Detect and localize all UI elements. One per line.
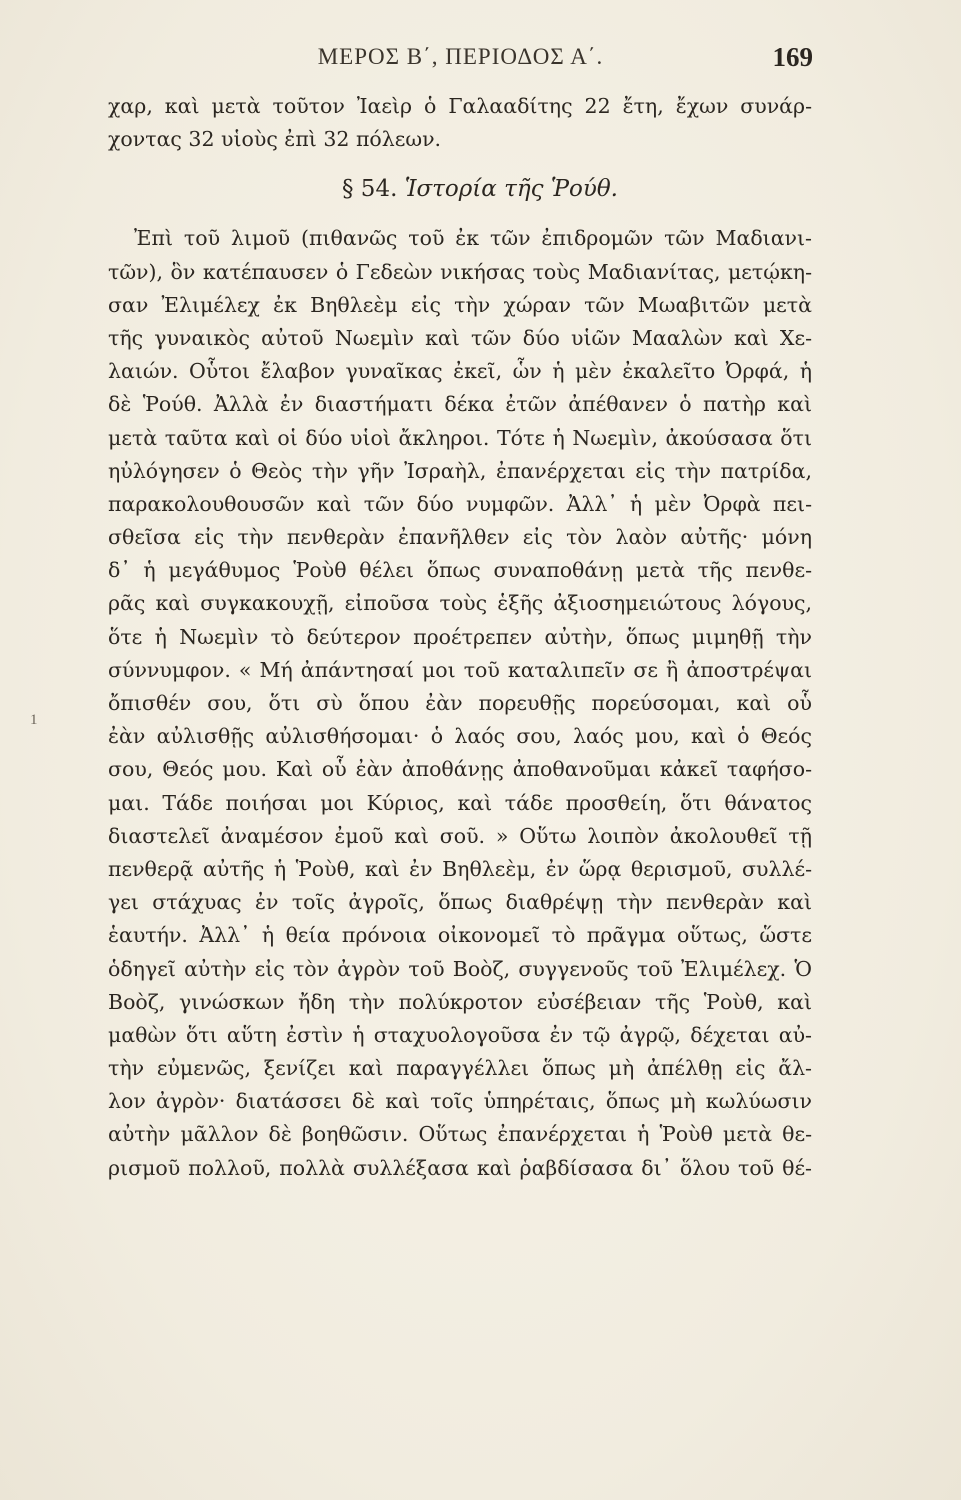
text-line: λαιών. Οὗτοι ἔλαβον γυναῖκας ἐκεῖ, ὧν ἡ μὲν ἐκαλεῖτο Ὀρφά, ἡ (108, 359, 812, 384)
paragraph-first-line: Ἐπὶ τοῦ λιμοῦ (πιθανῶς τοῦ ἐκ τῶν ἐπιδρομῶν τῶν Μαδιανι- (134, 226, 812, 251)
text-line: ἑαυτήν. Ἀλλ᾽ ἡ θεία πρόνοια οἰκονομεῖ τὸ πρᾶγμα οὕτως, ὥστε (108, 923, 812, 948)
section-title: Ἱστορία τῆς Ῥούθ. (404, 176, 618, 203)
text-line: ὁδηγεῖ αὐτὴν εἰς τὸν ἀγρὸν τοῦ Βοὸζ, συγγενοῦς τοῦ Ἐλιμέλεχ. Ὁ (108, 956, 812, 981)
text-line: ρισμοῦ πολλοῦ, πολλὰ συλλέξασα καὶ ῥαβδίσασα δι᾽ ὅλου τοῦ θέ- (108, 1155, 812, 1180)
text-line: ὄπισθέν σου, ὅτι σὺ ὅπου ἐὰν πορευθῇς πορεύσομαι, καὶ οὗ (108, 691, 812, 715)
text-line: τῶν), ὃν κατέπαυσεν ὁ Γεδεὼν νικήσας τοὺς Μαδιανίτας, μετῴκη- (108, 259, 812, 284)
text-line: σύννυμφον. « Μή ἀπάντησαί μοι τοῦ καταλιπεῖν σε ἢ ἀποστρέψαι (108, 657, 812, 682)
text-line: Βοὸζ, γινώσκων ἤδη τὴν πολύκροτον εὐσέβειαν τῆς Ῥοὺθ, καὶ (108, 989, 812, 1014)
text-line: μετὰ ταῦτα καὶ οἱ δύο υἱοὶ ἄκληροι. Τότε ἡ Νωεμὶν, ἀκούσασα ὅτι (108, 425, 812, 450)
text-line: ρᾶς καὶ συγκακουχῇ, εἰποῦσα τοὺς ἑξῆς ἀξιοσημειώτους λόγους, (108, 591, 812, 616)
text-line: παρακολουθουσῶν καὶ τῶν δύο νυμφῶν. Ἀλλ᾽ ἡ μὲν Ὀρφὰ πει- (108, 491, 812, 516)
text-line: πενθερᾷ αὐτῆς ἡ Ῥοὺθ, καὶ ἐν Βηθλεὲμ, ἐν ὥρᾳ θερισμοῦ, συλλέ- (108, 856, 812, 881)
text-line: χοντας 32 υἱοὺς ἐπὶ 32 πόλεων. (108, 127, 442, 152)
text-line: χαρ, καὶ μετὰ τοῦτον Ἰαεὶρ ὁ Γαλααδίτης 22 ἔτη, ἔχων συνάρ- (108, 94, 812, 118)
text-line: τὴν εὐμενῶς, ξενίζει καὶ παραγγέλλει ὅπως μὴ ἀπέλθῃ εἰς ἄλ- (108, 1056, 812, 1081)
margin-mark: 1 (30, 712, 38, 728)
text-line: δὲ Ῥούθ. Ἀλλὰ ἐν διαστήματι δέκα ἐτῶν ἀπέθανεν ὁ πατὴρ καὶ (108, 392, 812, 417)
text-line: τῆς γυναικὸς αὐτοῦ Νωεμὶν καὶ τῶν δύο υἱῶν Μααλὼν καὶ Χε- (108, 325, 812, 350)
section-number: § 54. (342, 176, 398, 203)
text-line: ὅτε ἡ Νωεμὶν τὸ δεύτερον προέτρεπεν αὐτὴν, ὅπως μιμηθῇ τὴν (108, 624, 812, 649)
running-title: ΜΕΡΟΣ Β΄, ΠΕΡΙΟΔΟΣ Α΄. (317, 44, 604, 69)
text-line: λον ἀγρὸν· διατάσσει δὲ καὶ τοῖς ὑπηρέταις, ὅπως μὴ κωλύωσιν (108, 1089, 812, 1114)
text-line: μαι. Τάδε ποιήσαι μοι Κύριος, καὶ τάδε προσθείη, ὅτι θάνατος (108, 790, 812, 815)
text-line: σθεῖσα εἰς τὴν πενθερὰν ἐπανῆλθεν εἰς τὸν λαὸν αὐτῆς· μόνη (108, 525, 812, 550)
text-line: δ᾽ ἡ μεγάθυμος Ῥοὺθ θέλει ὅπως συναποθάνῃ μετὰ τῆς πενθε- (108, 558, 812, 583)
text-line: ηὐλόγησεν ὁ Θεὸς τὴν γῆν Ἰσραὴλ, ἐπανέρχεται εἰς τὴν πατρίδα, (108, 458, 812, 483)
text-line: διαστελεῖ ἀναμέσον ἐμοῦ καὶ σοῦ. » Οὕτω λοιπὸν ἀκολουθεῖ τῇ (108, 823, 812, 848)
text-line: μαθὼν ὅτι αὕτη ἐστὶν ἡ σταχυολογοῦσα ἐν τῷ ἀγρῷ, δέχεται αὐ- (108, 1022, 812, 1047)
text-line: σου, Θεός μου. Καὶ οὗ ἐὰν ἀποθάνῃς ἀποθανοῦμαι κἀκεῖ ταφήσο- (108, 757, 812, 782)
text-block (108, 90, 812, 1185)
text-line: σαν Ἐλιμέλεχ ἐκ Βηθλεὲμ εἰς τὴν χώραν τῶν Μωαβιτῶν μετὰ (108, 292, 812, 317)
text-line: γει στάχυας ἐν τοῖς ἀγροῖς, ὅπως διαθρέψῃ τὴν πενθερὰν καὶ (108, 890, 812, 915)
text-line: ἐὰν αὐλισθῇς αὐλισθήσομαι· ὁ λαός σου, λαός μου, καὶ ὁ Θεός (108, 724, 812, 749)
running-head (108, 42, 813, 78)
page-number: 169 (772, 42, 813, 72)
section-heading (108, 156, 812, 222)
text-line: αὐτὴν μᾶλλον δὲ βοηθῶσιν. Οὕτως ἐπανέρχεται ἡ Ῥοὺθ μετὰ θε- (108, 1122, 812, 1147)
